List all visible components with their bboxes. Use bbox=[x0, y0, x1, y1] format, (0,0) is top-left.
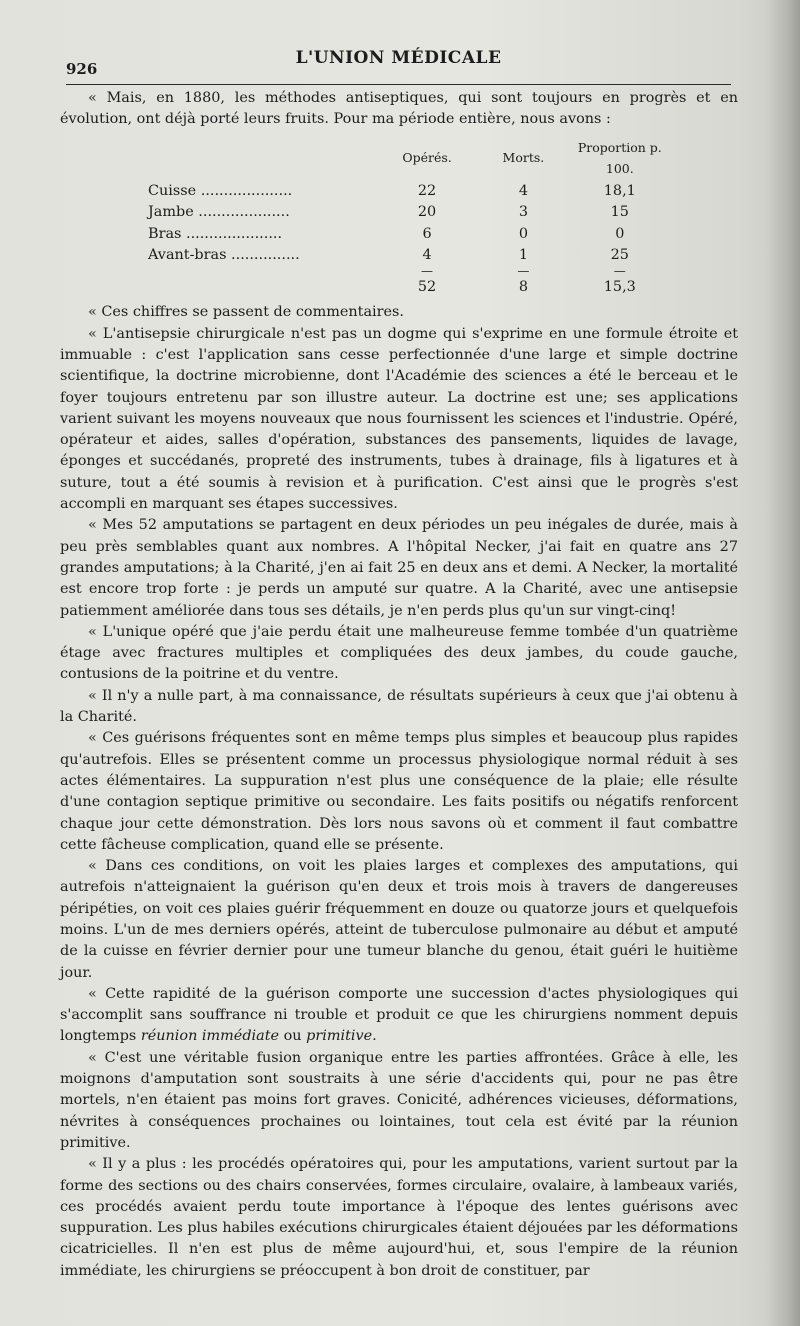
total-dash: — bbox=[613, 264, 626, 279]
italic-term: réunion immédiate bbox=[140, 1028, 280, 1045]
cell-morts: 0 bbox=[518, 225, 528, 242]
page-header bbox=[66, 44, 731, 84]
italic-term: primitive bbox=[306, 1028, 373, 1045]
table-row bbox=[148, 224, 668, 245]
paragraph bbox=[60, 984, 738, 1048]
cell-morts: 4 bbox=[518, 183, 528, 200]
row-label: Avant-bras ............... bbox=[148, 247, 300, 264]
cell-operes: 22 bbox=[417, 183, 437, 200]
cell-morts: 3 bbox=[518, 204, 528, 221]
amputation-table bbox=[148, 137, 668, 299]
paragraph-text: . bbox=[372, 1028, 377, 1045]
total-proportion: 15,3 bbox=[603, 278, 636, 295]
row-label: Cuisse .................... bbox=[148, 183, 293, 200]
paragraph: « L'unique opéré que j'aie perdu était une malheureuse femme tombée d'un quatrième étage avec fractures multiples et compliquées des deux jambes, du coude gauche, contusions de la poitrine et du ventre. bbox=[60, 623, 738, 683]
col-operes: Opérés. bbox=[402, 150, 452, 166]
table-row bbox=[148, 245, 668, 266]
paragraph-text: « Cette rapidité de la guérison comporte une succession d'actes physiologiques qui s'accomplit sans souffrance ni trouble et produit ce que les chirurgiens nomment depuis longtemps bbox=[60, 985, 738, 1045]
binding-shadow bbox=[766, 0, 800, 1326]
paragraph: « C'est une véritable fusion organique entre les parties affrontées. Grâce à elle, les moignons d'amputation sont soustraits à une série d'accidents qui, pour ne pas être mortels, n'en étaient pas moins fort graves. Conicité, adhérences vicieuses, déformations, névrites à conséquences prochaines ou lointaines, tout cela est évité par la réunion primitive. bbox=[60, 1049, 738, 1151]
total-dash: — bbox=[421, 264, 434, 279]
cell-proportion: 0 bbox=[615, 225, 625, 242]
total-morts: 8 bbox=[518, 278, 528, 295]
cell-proportion: 18,1 bbox=[603, 183, 636, 200]
cell-operes: 4 bbox=[422, 247, 432, 264]
paragraph: « Il y a plus : les procédés opératoires qui, pour les amputations, varient surtout par la forme des sections ou des chairs conservées, formes circulaire, ovalaire, à lambeaux variés, ces procédés avaient perdu toute importance à l'époque des lentes guérisons avec suppuration. Les plus habiles exécutions chirurgicales étaient déjouées par les déformations cicatricielles. Il n'en est plus de même aujourd'hui, et, sous l'empire de la réunion immédiate, les chirurgiens se préoccupent à bon droit de constituer, par bbox=[60, 1156, 738, 1279]
paragraph: « Ces chiffres se passent de commentaires. bbox=[88, 304, 404, 321]
total-operes: 52 bbox=[417, 278, 437, 295]
cell-operes: 6 bbox=[422, 225, 432, 242]
total-dash: — bbox=[517, 264, 530, 279]
cell-morts: 1 bbox=[518, 247, 528, 264]
table-row bbox=[148, 181, 668, 202]
paragraph-text: ou bbox=[279, 1028, 307, 1045]
cell-proportion: 15 bbox=[610, 204, 629, 221]
header-rule bbox=[66, 84, 731, 85]
table-row bbox=[148, 202, 668, 223]
page-number: 926 bbox=[66, 60, 98, 78]
paragraph: « L'antisepsie chirurgicale n'est pas un dogme qui s'exprime en une formule étroite et immuable : c'est l'application sans cesse perfectionnée d'une large et simple doctrine scientifique, la doctrine microbienne, dont l'Académie des sciences a été le berceau et le foyer toujours entretenu par son illustre auteur. La doctrine est une; ses applications varient suivant les moyens nouveaux que nous fournissent les sciences et l'industrie. Opéré, opérateur et aides, salles d'opération, substances des pansements, liquides de lavage, éponges et succédanés, propreté des instruments, tubes à drainage, fils à ligatures et à suture, tout a été soumis à revision et à purification. C'est ainsi que le progrès s'est accompli en marquant ses étapes successives. bbox=[60, 325, 738, 513]
paragraph: « Dans ces conditions, on voit les plaies larges et complexes des amputations, qui autrefois n'atteignaient la guérison qu'en deux et trois mois à travers de dangereuses péripéties, on voit ces plaies guérir fréquemment en douze ou quatorze jours et quelquefois moins. L'un de mes derniers opérés, atteint de tuberculose pulmonaire au début et amputé de la cuisse en février dernier pour une tumeur blanche du genou, était guéri le huitième jour. bbox=[60, 858, 738, 981]
row-label: Jambe .................... bbox=[148, 204, 290, 221]
table-total-row bbox=[148, 276, 668, 298]
cell-operes: 20 bbox=[417, 204, 437, 221]
paragraph: « Ces guérisons fréquentes sont en même temps plus simples et beaucoup plus rapides qu'autrefois. Elles se présentent comme un processus physiologique normal réduit à ses actes élémentaires. La suppuration n'est plus une conséquence de la plaie; elle résulte d'une contagion septique primitive ou secondaire. Les faits positifs ou négatifs renforcent chaque jour cette démonstration. Dès lors nous savons où et comment il faut combattre cette fâcheuse complication, quand elle se présente. bbox=[60, 730, 738, 853]
table-header-row bbox=[148, 137, 668, 182]
paragraph: « Il n'y a nulle part, à ma connaissance, de résultats supérieurs à ceux que j'ai obtenu à la Charité. bbox=[60, 687, 738, 726]
cell-proportion: 25 bbox=[610, 247, 629, 264]
row-label: Bras ..................... bbox=[148, 225, 283, 242]
paragraph: « Mes 52 amputations se partagent en deux périodes un peu inégales de durée, mais à peu près semblables quant aux nombres. A l'hôpital Necker, j'ai fait en quatre ans 27 grandes amputations; à la Charité, j'en ai fait 25 en deux ans et demi. A Necker, la mortalité est encore trop forte : je perds un amputé sur quatre. A la Charité, avec une antisepsie patiemment améliorée dans tous ses détails, je n'en perds plus qu'un sur vingt-cinq! bbox=[60, 517, 738, 619]
col-morts: Morts. bbox=[502, 150, 545, 166]
body-text bbox=[60, 88, 738, 1282]
running-title: L'UNION MÉDICALE bbox=[295, 48, 502, 68]
table-total-separator bbox=[148, 266, 668, 276]
col-proportion: Proportion p. 100. bbox=[577, 139, 662, 176]
intro-paragraph: « Mais, en 1880, les méthodes antiseptiques, qui sont toujours en progrès et en évolution, ont déjà porté leurs fruits. Pour ma période entière, nous avons : bbox=[60, 90, 738, 128]
